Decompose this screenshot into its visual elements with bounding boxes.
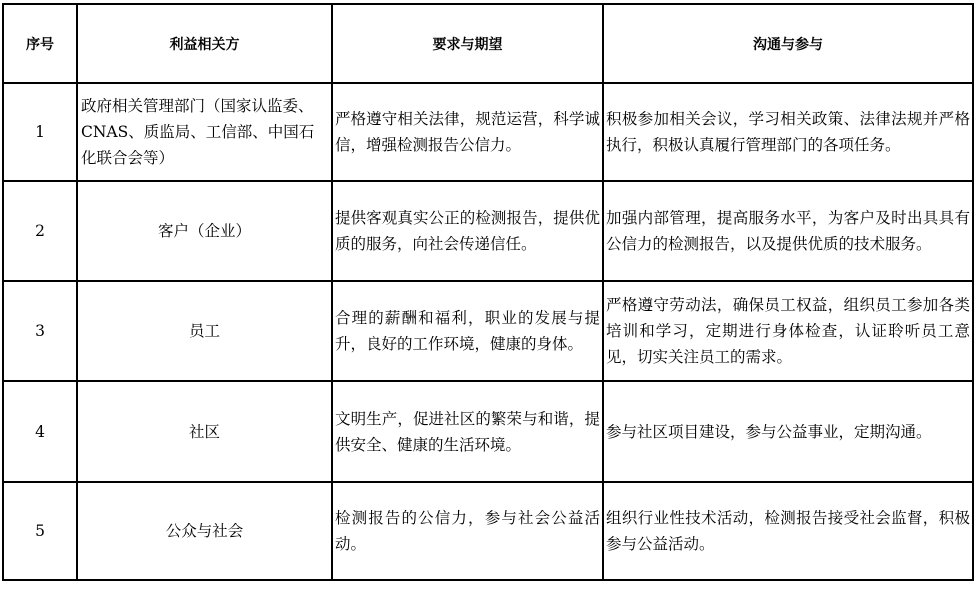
requirement-cell: 文明生产，促进社区的繁荣与和谐，提供安全、健康的生活环境。 (332, 381, 603, 482)
header-requirement: 要求与期望 (332, 4, 603, 83)
header-communication: 沟通与参与 (603, 4, 973, 83)
stakeholder-table (2, 3, 974, 581)
row-number: 2 (3, 181, 77, 281)
communication-cell: 严格遵守劳动法，确保员工权益，组织员工参加各类培训和学习，定期进行身体检查，认证聆听员工意见，切实关注员工的需求。 (603, 281, 973, 381)
requirement-cell: 检测报告的公信力，参与社会公益活动。 (332, 482, 603, 580)
requirement-cell: 提供客观真实公正的检测报告，提供优质的服务，向社会传递信任。 (332, 181, 603, 281)
table-row (3, 281, 973, 381)
stakeholder-cell: 社区 (77, 381, 332, 482)
header-stakeholder: 利益相关方 (77, 4, 332, 83)
header-row (3, 4, 973, 83)
stakeholder-cell: 政府相关管理部门（国家认监委、CNAS、质监局、工信部、中国石化联合会等） (77, 83, 332, 181)
communication-cell: 积极参加相关会议，学习相关政策、法律法规并严格执行，积极认真履行管理部门的各项任务。 (603, 83, 973, 181)
stakeholder-cell: 员工 (77, 281, 332, 381)
header-no: 序号 (3, 4, 77, 83)
requirement-cell: 严格遵守相关法律，规范运营，科学诚信，增强检测报告公信力。 (332, 83, 603, 181)
row-number: 5 (3, 482, 77, 580)
communication-cell: 参与社区项目建设，参与公益事业，定期沟通。 (603, 381, 973, 482)
stakeholder-cell: 公众与社会 (77, 482, 332, 580)
stakeholder-cell: 客户（企业） (77, 181, 332, 281)
table-row (3, 482, 973, 580)
table-row (3, 381, 973, 482)
communication-cell: 加强内部管理，提高服务水平，为客户及时出具具有公信力的检测报告，以及提供优质的技术服务。 (603, 181, 973, 281)
requirement-cell: 合理的薪酬和福利，职业的发展与提升，良好的工作环境，健康的身体。 (332, 281, 603, 381)
row-number: 1 (3, 83, 77, 181)
table-row (3, 83, 973, 181)
row-number: 3 (3, 281, 77, 381)
table-row (3, 181, 973, 281)
communication-cell: 组织行业性技术活动，检测报告接受社会监督，积极参与公益活动。 (603, 482, 973, 580)
row-number: 4 (3, 381, 77, 482)
